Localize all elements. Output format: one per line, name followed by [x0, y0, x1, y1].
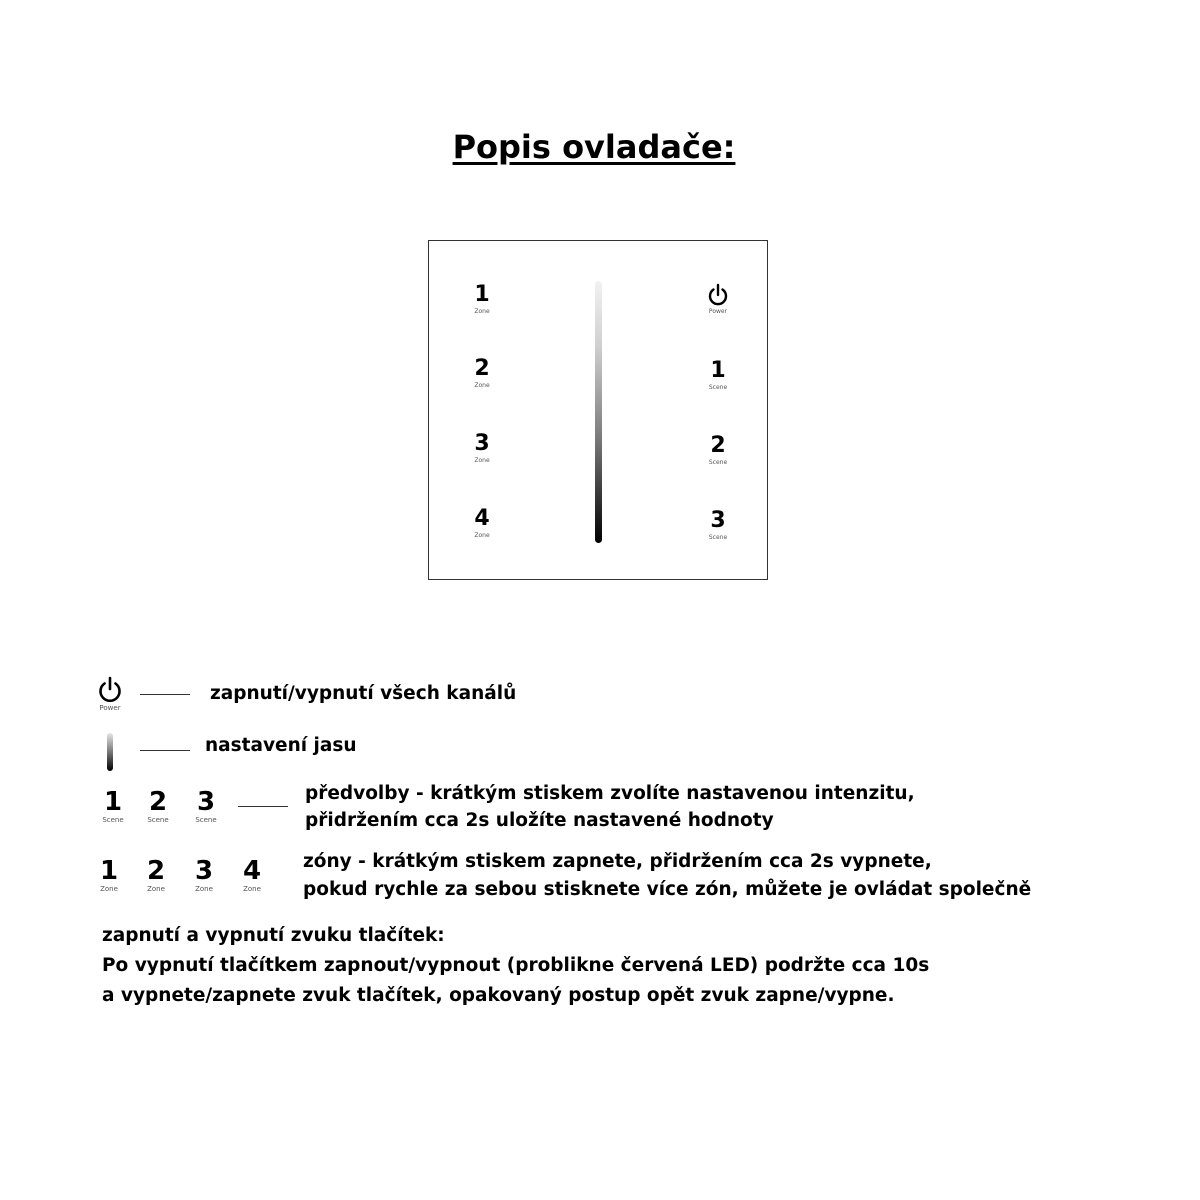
zone-number: 1 [474, 282, 490, 307]
scene-number: 1 [710, 358, 726, 383]
zone-number: 2 [474, 356, 490, 381]
scene-label: Scene [147, 816, 169, 824]
scene-2-button[interactable] [688, 434, 748, 467]
zone-number: 4 [474, 506, 490, 531]
scene-number: 3 [710, 508, 726, 533]
zone-1-button[interactable] [452, 283, 512, 316]
sound-text-line-1: Po vypnutí tlačítkem zapnout/vypnout (problikne červená LED) podržte cca 10s [102, 955, 930, 976]
zone-label: Zone [147, 885, 165, 893]
zone-number: 4 [242, 856, 262, 886]
zone-label: Zone [474, 308, 490, 315]
zone-label: Zone [474, 532, 490, 539]
power-label: Power [708, 308, 728, 315]
scene-number: 2 [148, 787, 168, 817]
zone-number: 3 [474, 431, 490, 456]
zone-label: Zone [243, 885, 261, 893]
scene-label: Scene [708, 459, 728, 466]
scene-1-button[interactable] [688, 359, 748, 392]
zone-number: 2 [146, 856, 166, 886]
scene-label: Scene [195, 816, 217, 824]
zone-description-line-2: pokud rychle za sebou stisknete více zón, můžete je ovládat společně [303, 879, 1032, 900]
zone-3-button[interactable] [452, 432, 512, 465]
zone-label: Zone [195, 885, 213, 893]
legend-scene-3 [182, 788, 230, 825]
legend-zone-4 [228, 857, 276, 894]
legend-zone-1 [85, 857, 133, 894]
zone-number: 1 [99, 856, 119, 886]
zone-label: Zone [100, 885, 118, 893]
zone-4-button[interactable] [452, 507, 512, 540]
brightness-slider[interactable] [595, 281, 602, 543]
power-description: zapnutí/vypnutí všech kanálů [210, 683, 517, 704]
power-icon [97, 676, 123, 704]
legend-scene-2 [134, 788, 182, 825]
page-title: Popis ovladače: [452, 128, 736, 166]
slider-description: nastavení jasu [205, 735, 357, 756]
legend-zone-2 [132, 857, 180, 894]
sound-heading: zapnutí a vypnutí zvuku tlačítek: [102, 925, 445, 946]
scene-label: Scene [708, 384, 728, 391]
power-button[interactable] [688, 283, 748, 316]
power-label: Power [99, 704, 121, 712]
legend-connector [238, 806, 288, 807]
scene-description-line-2: přidržením cca 2s uložíte nastavené hodnoty [305, 810, 774, 831]
scene-description-line-1: předvolby - krátkým stiskem zvolíte nastavenou intenzitu, [305, 783, 915, 804]
power-icon [707, 283, 729, 307]
legend-scene-1 [89, 788, 137, 825]
scene-label: Scene [102, 816, 124, 824]
scene-3-button[interactable] [688, 509, 748, 542]
legend-slider-icon [107, 733, 113, 771]
sound-text-line-2: a vypnete/zapnete zvuk tlačítek, opakovaný postup opět zvuk zapne/vypne. [102, 985, 895, 1006]
zone-2-button[interactable] [452, 357, 512, 390]
zone-description-line-1: zóny - krátkým stiskem zapnete, přidržením cca 2s vypnete, [303, 851, 932, 872]
scene-number: 1 [103, 787, 123, 817]
zone-label: Zone [474, 457, 490, 464]
control-panel [428, 240, 768, 580]
scene-number: 3 [196, 787, 216, 817]
legend-connector [140, 694, 190, 695]
scene-label: Scene [708, 534, 728, 541]
legend-connector [140, 750, 190, 751]
zone-label: Zone [474, 382, 490, 389]
legend-power-key [86, 676, 134, 713]
legend-zone-3 [180, 857, 228, 894]
scene-number: 2 [710, 433, 726, 458]
zone-number: 3 [194, 856, 214, 886]
